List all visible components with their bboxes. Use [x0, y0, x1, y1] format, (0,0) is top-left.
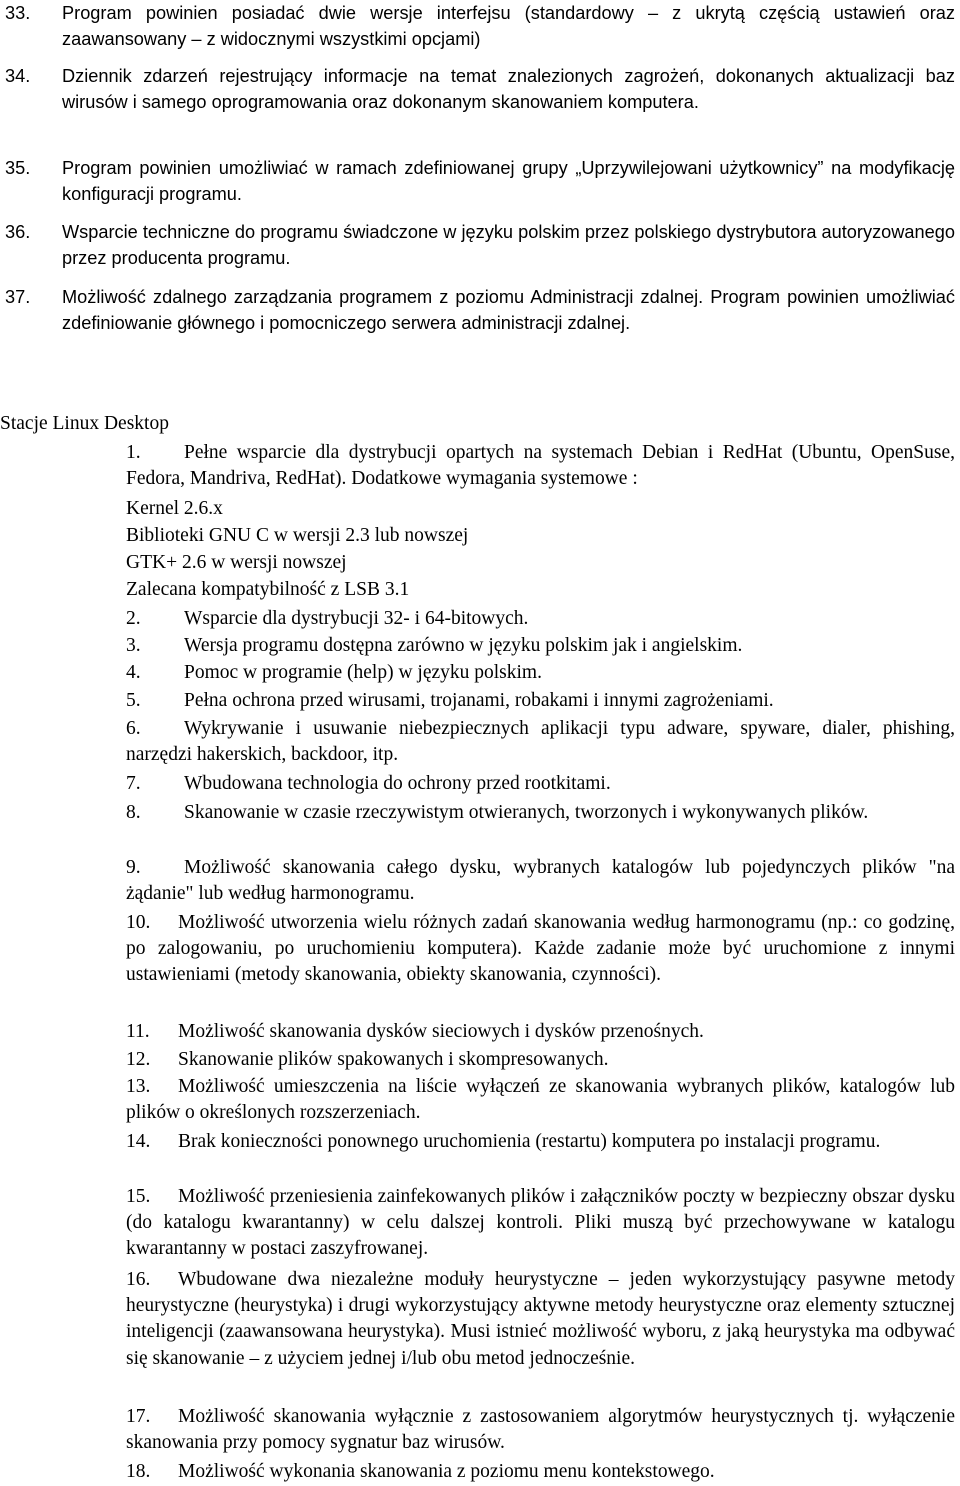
list-item	[0, 716, 955, 768]
item-number: 12.	[126, 1049, 151, 1070]
list-item	[0, 800, 955, 826]
list-item	[0, 855, 955, 907]
item-text: Możliwość skanowania dysków sieciowych i dysków przenośnych.	[178, 1021, 704, 1042]
item-text: Możliwość skanowania wyłącznie z zastosowaniem algorytmów heurystycznych tj. wyłączenie skanowania przy pomocy sygnatur baz wirusów.	[126, 1406, 955, 1454]
list-item	[0, 1267, 955, 1372]
item-text: Skanowanie w czasie rzeczywistym otwieranych, tworzonych i wykonywanych plików.	[184, 802, 869, 823]
list-item	[0, 0, 955, 52]
item-text: Możliwość skanowania całego dysku, wybranych katalogów lub pojedynczych plików "na żądanie" lub według harmonogramu.	[126, 857, 955, 905]
item-number: 2.	[126, 608, 141, 629]
list-item	[0, 910, 955, 989]
list-item	[0, 606, 955, 632]
requirement-line: Kernel 2.6.x	[126, 498, 223, 519]
item-text: Pełna ochrona przed wirusami, trojanami, robakami i innymi zagrożeniami.	[184, 690, 774, 711]
list-item	[0, 771, 955, 797]
list-item-text-wrapper	[0, 440, 955, 492]
item-number: 1.	[126, 442, 141, 463]
item-number: 15.	[126, 1186, 151, 1207]
item-text: Wbudowane dwa niezależne moduły heurystyczne – jeden wykorzystujący pasywne metody heurystyczne (heurystyka) i drugi wykorzystujący aktywne metody heurystyczne oraz elementy sztucznej inteligencji (zaawansowana heurystyka). Musi istnieć możliwość wyboru, z jaką heurystyka ma odbywać się skanowanie – z użyciem jednej i/lub obu metod jednocześnie.	[126, 1269, 955, 1369]
item-number: 11.	[126, 1021, 150, 1042]
item-text: Wykrywanie i usuwanie niebezpiecznych aplikacji typu adware, spyware, dialer, phishing, narzędzi hakerskich, backdoor, itp.	[126, 718, 955, 766]
requirement-line: GTK+ 2.6 w wersji nowszej	[126, 552, 347, 573]
item-text: Skanowanie plików spakowanych i skompresowanych.	[178, 1049, 609, 1070]
list-item	[0, 633, 955, 659]
item-text: Wbudowana technologia do ochrony przed rootkitami.	[184, 773, 611, 794]
item-number: 34.	[5, 66, 31, 86]
item-text: Pomoc w programie (help) w języku polskim.	[184, 662, 542, 683]
item-text: Możliwość zdalnego zarządzania programem z poziomu Administracji zdalnej. Program powinien umożliwiać zdefiniowanie głównego i pomocniczego serwera administracji zdalnej.	[62, 287, 955, 333]
list-item	[0, 660, 955, 686]
item-text: Możliwość utworzenia wielu różnych zadań skanowania według harmonogramu (np.: co godzinę, po zalogowaniu, po uruchomieniu komputera). Każde zadanie może być uruchomione z innymi ustawieniami (metody skanowania, obiekty skanowania, czynności).	[126, 912, 955, 986]
list-item	[0, 688, 955, 714]
item-number: 13.	[126, 1076, 151, 1097]
requirement-line: Zalecana kompatybilność z LSB 3.1	[126, 579, 410, 600]
item-number: 7.	[126, 773, 141, 794]
item-text: Pełne wsparcie dla dystrybucji opartych na systemach Debian i RedHat (Ubuntu, OpenSuse, Fedora, Mandriva, RedHat). Dodatkowe wymagania systemowe :	[126, 442, 955, 490]
item-number: 18.	[126, 1461, 151, 1482]
item-number: 8.	[126, 802, 141, 823]
list-item	[0, 219, 955, 271]
item-text: Brak konieczności ponownego uruchomienia (restartu) komputera po instalacji programu.	[178, 1131, 881, 1152]
item-text: Program powinien posiadać dwie wersje interfejsu (standardowy – z ukrytą częścią ustawień oraz zaawansowany – z widocznymi wszystkimi opcjami)	[62, 3, 955, 49]
item-number: 9.	[126, 857, 141, 878]
item-text: Wersja programu dostępna zarówno w języku polskim jak i angielskim.	[184, 635, 743, 656]
list-item	[0, 1047, 955, 1073]
item-text: Możliwość umieszczenia na liście wyłączeń ze skanowania wybranych plików, katalogów lub plików o określonych rozszerzeniach.	[126, 1076, 955, 1124]
list-item	[0, 1184, 955, 1263]
item-number: 4.	[126, 662, 141, 683]
section-heading: Stacje Linux Desktop	[0, 413, 169, 434]
list-item	[0, 63, 955, 115]
list-item	[0, 155, 955, 207]
item-number: 17.	[126, 1406, 151, 1427]
item-number: 33.	[5, 3, 31, 23]
requirement-line: Biblioteki GNU C w wersji 2.3 lub nowszej	[126, 525, 469, 546]
item-number: 37.	[5, 287, 31, 307]
item-text: Możliwość wykonania skanowania z poziomu menu kontekstowego.	[178, 1461, 715, 1482]
item-number: 3.	[126, 635, 141, 656]
item-text: Wsparcie techniczne do programu świadczone w języku polskim przez polskiego dystrybutora autoryzowanego przez producenta programu.	[62, 222, 955, 268]
item-number: 14.	[126, 1131, 151, 1152]
item-text: Wsparcie dla dystrybucji 32- i 64-bitowych.	[184, 608, 529, 629]
item-text: Dziennik zdarzeń rejestrujący informacje na temat znalezionych zagrożeń, dokonanych aktualizacji baz wirusów i samego oprogramowania oraz dokonanym skanowaniem komputera.	[62, 66, 955, 112]
list-item	[0, 1019, 955, 1045]
list-item	[0, 1074, 955, 1126]
item-number: 10.	[126, 912, 151, 933]
list-item	[0, 284, 955, 336]
list-item	[0, 1459, 955, 1485]
item-number: 16.	[126, 1269, 151, 1290]
item-text: Możliwość przeniesienia zainfekowanych plików i załączników poczty w bezpieczny obszar dysku (do katalogu kwarantanny) w celu dalszej kontroli. Pliki muszą być przechowywane w katalogu kwarantanny w postaci zaszyfrowanej.	[126, 1186, 955, 1260]
list-item	[0, 1129, 955, 1155]
item-number: 36.	[5, 222, 31, 242]
item-text: Program powinien umożliwiać w ramach zdefiniowanej grupy „Uprzywilejowani użytkownicy” na modyfikację konfiguracji programu.	[62, 158, 955, 204]
item-number: 6.	[126, 718, 141, 739]
list-item	[0, 1404, 955, 1456]
item-number: 5.	[126, 690, 141, 711]
item-number: 35.	[5, 158, 31, 178]
